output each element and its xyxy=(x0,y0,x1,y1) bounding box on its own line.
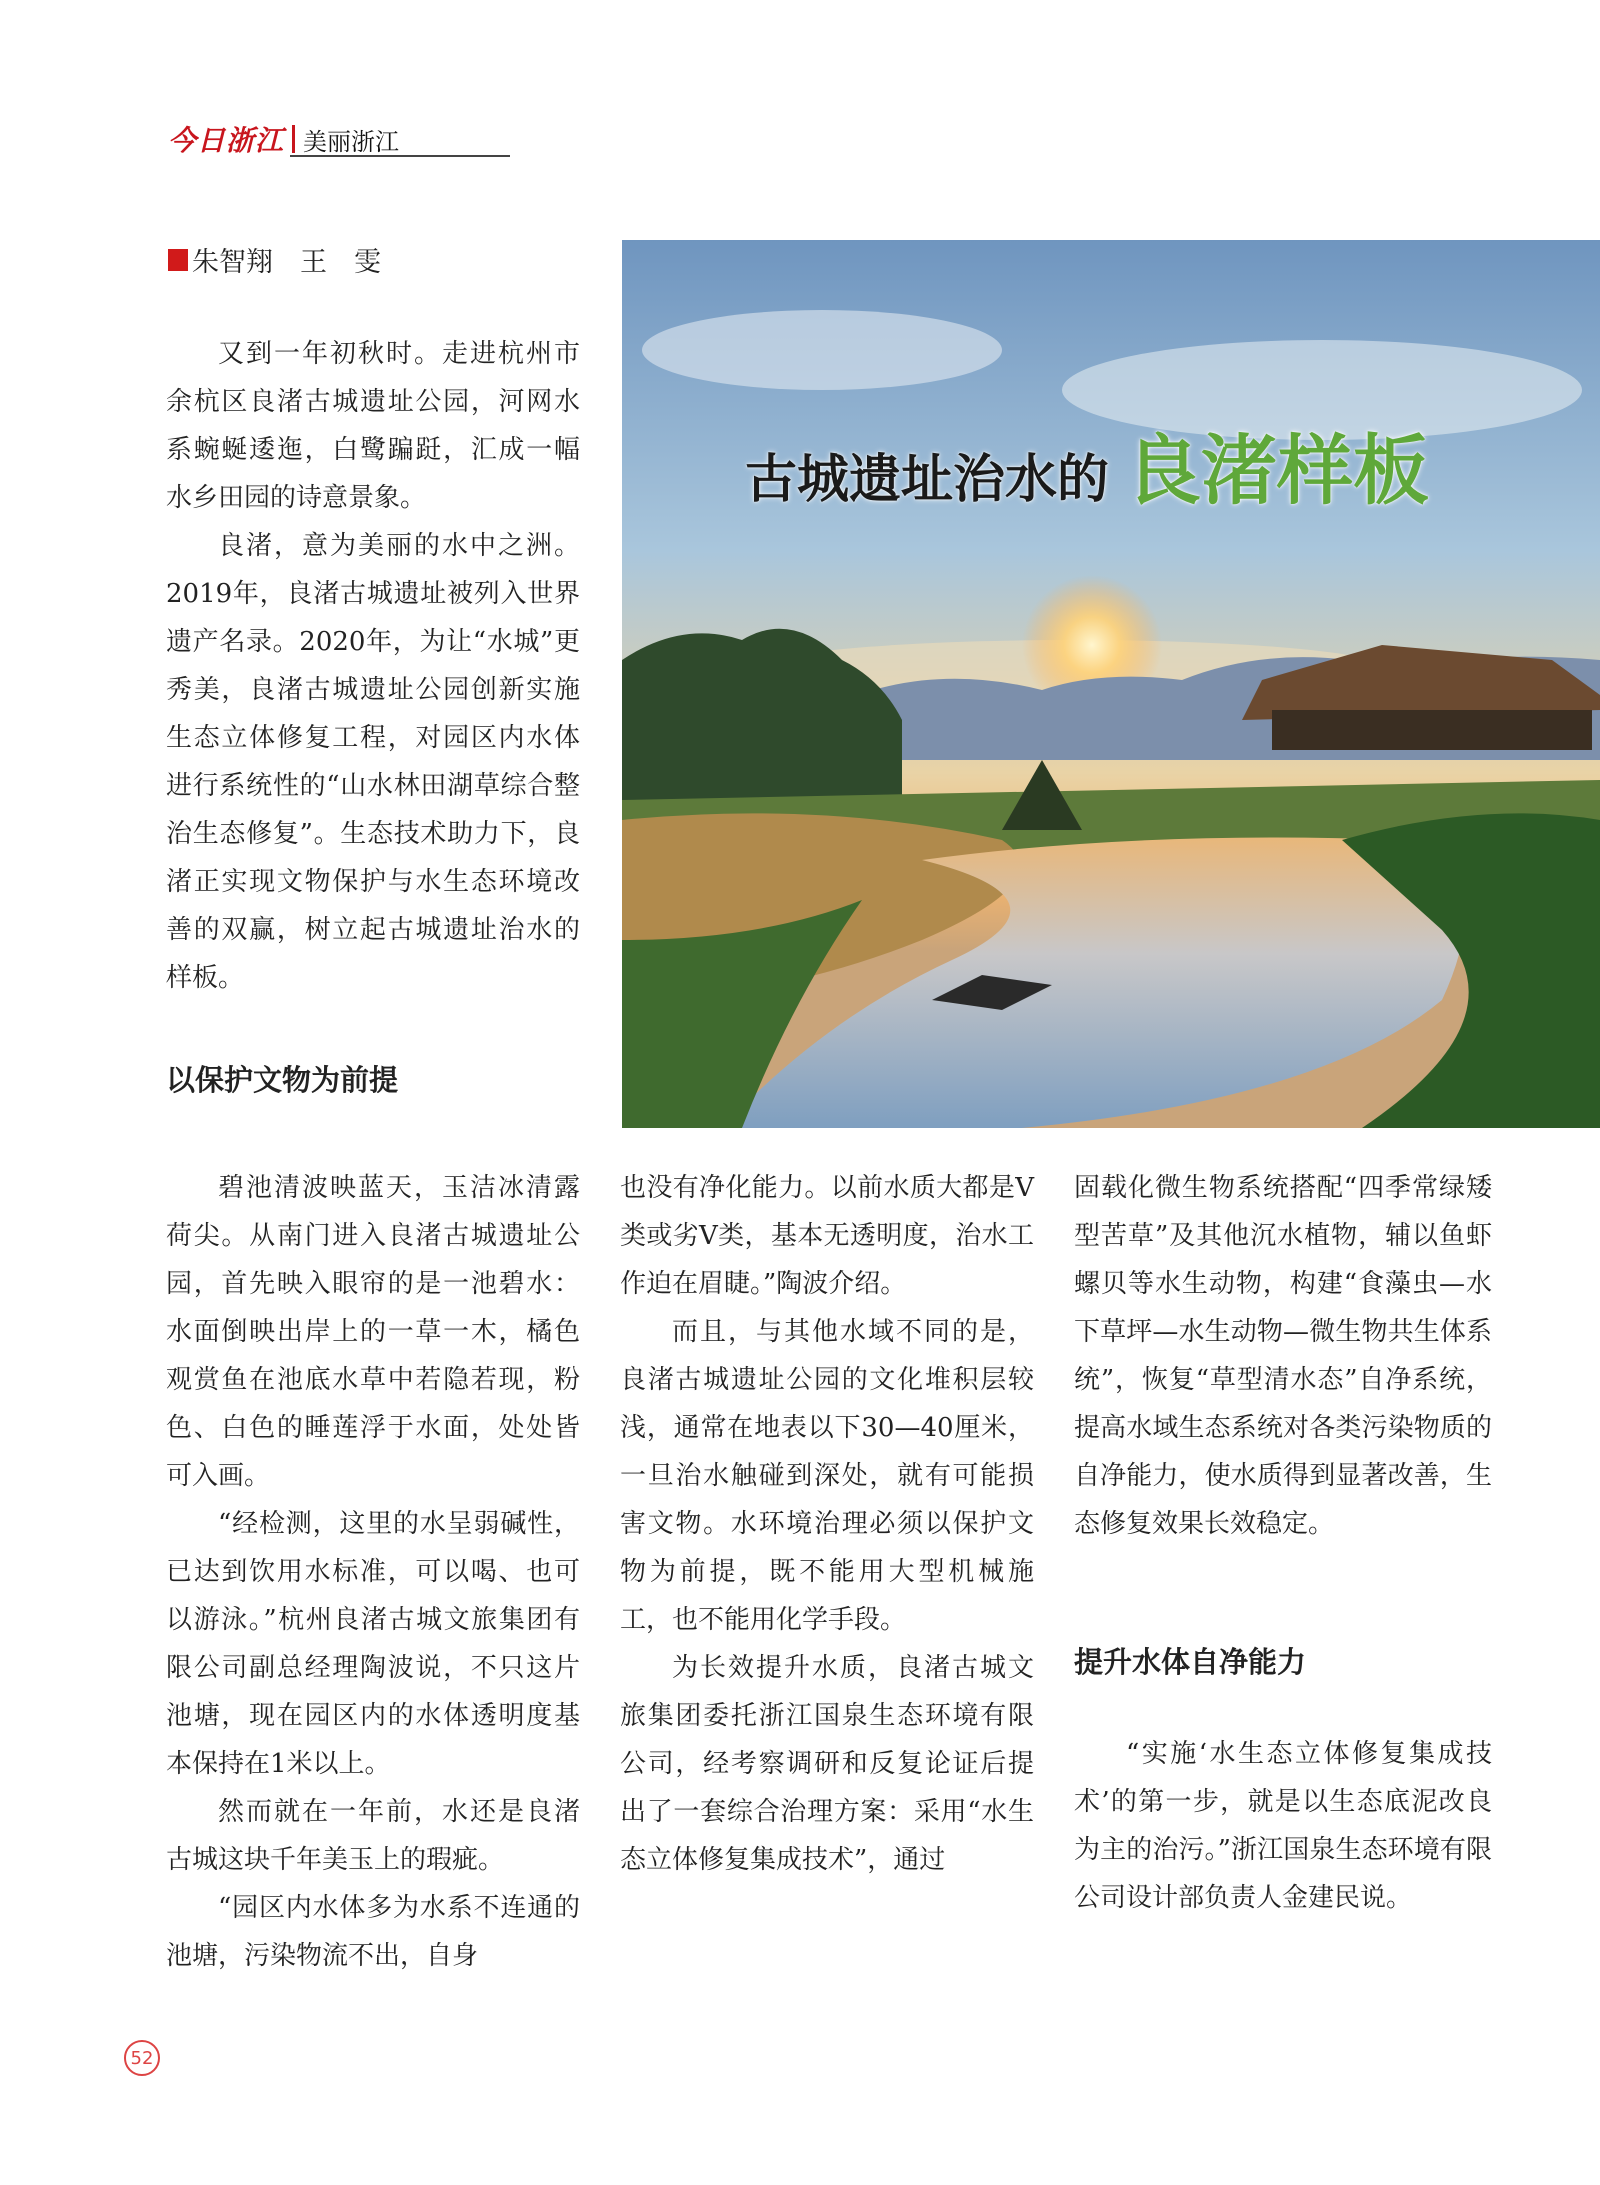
paragraph: 碧池清波映蓝天，玉洁冰清露荷尖。从南门进入良渚古城遗址公园，首先映入眼帘的是一池碧水：水面倒映出岸上的一草一木，橘色观赏鱼在池底水草中若隐若现，粉色、白色的睡莲浮于水面，处处皆可入画。 xyxy=(166,1173,580,1491)
authors: 朱智翔 王 雯 xyxy=(192,247,381,278)
section-heading: 提升水体自净能力 xyxy=(1074,1645,1307,1679)
byline-marker-icon xyxy=(168,249,188,271)
paragraph: “经检测，这里的水呈弱碱性，已达到饮用水标准，可以喝、也可以游泳。”杭州良渚古城文旅集团有限公司副总经理陶波说，不只这片池塘，现在园区内的水体透明度基本保持在1米以上。 xyxy=(166,1509,580,1779)
paragraph: 然而就在一年前，水还是良渚古城这块千年美玉上的瑕疵。 xyxy=(166,1797,580,1875)
column-2 xyxy=(620,1164,1034,1884)
paragraph: 良渚，意为美丽的水中之洲。2019年，良渚古城遗址被列入世界遗产名录。2020年，为让“水城”更秀美，良渚古城遗址公园创新实施生态立体修复工程，对园区内水体进行系统性的“山水林田湖草综合整治生态修复”。生态技术助力下，良渚正实现文物保护与水生态环境改善的双赢，树立起古城遗址治水的样板。 xyxy=(166,531,580,993)
landscape-photo xyxy=(622,240,1600,1128)
article-title xyxy=(745,410,1429,519)
header-rule xyxy=(290,155,510,157)
header-divider xyxy=(292,125,295,153)
column-3-continued xyxy=(1074,1730,1492,1922)
page-header xyxy=(168,122,399,156)
paragraph: “园区内水体多为水系不连通的池塘，污染物流不出，自身 xyxy=(166,1893,580,1971)
section-name: 美丽浙江 xyxy=(303,127,400,156)
title-part-2: 良渚样板 xyxy=(1125,426,1430,515)
intro-column xyxy=(166,330,580,1002)
magazine-logo: 今日浙江 xyxy=(168,124,285,157)
column-3 xyxy=(1074,1164,1492,1548)
section-heading: 以保护文物为前提 xyxy=(166,1063,399,1097)
byline xyxy=(168,240,381,279)
title-part-1: 古城遗址治水的 xyxy=(745,449,1110,510)
column-1 xyxy=(166,1164,580,1980)
paragraph: 为长效提升水质，良渚古城文旅集团委托浙江国泉生态环境有限公司，经考察调研和反复论证后提出了一套综合治理方案：采用“水生态立体修复集成技术”，通过 xyxy=(620,1653,1034,1875)
paragraph: 而且，与其他水域不同的是，良渚古城遗址公园的文化堆积层较浅，通常在地表以下30—40厘米，一旦治水触碰到深处，就有可能损害文物。水环境治理必须以保护文物为前提，既不能用大型机械施工，也不能用化学手段。 xyxy=(620,1317,1034,1635)
paragraph: “实施‘水生态立体修复集成技术’的第一步，就是以生态底泥改良为主的治污。”浙江国泉生态环境有限公司设计部负责人金建民说。 xyxy=(1074,1739,1492,1913)
paragraph: 又到一年初秋时。走进杭州市余杭区良渚古城遗址公园，河网水系蜿蜒逶迤，白鹭蹁跹，汇成一幅水乡田园的诗意景象。 xyxy=(166,339,580,513)
paragraph: 也没有净化能力。以前水质大都是Ⅴ类或劣Ⅴ类，基本无透明度，治水工作迫在眉睫。”陶波介绍。 xyxy=(620,1173,1034,1299)
paragraph: 固载化微生物系统搭配“四季常绿矮型苦草”及其他沉水植物，辅以鱼虾螺贝等水生动物，构建“食藻虫—水下草坪—水生动物—微生物共生体系统”，恢复“草型清水态”自净系统，提高水域生态系统对各类污染物质的自净能力，使水质得到显著改善，生态修复效果长效稳定。 xyxy=(1074,1173,1492,1539)
page-number: 52 xyxy=(124,2040,160,2076)
